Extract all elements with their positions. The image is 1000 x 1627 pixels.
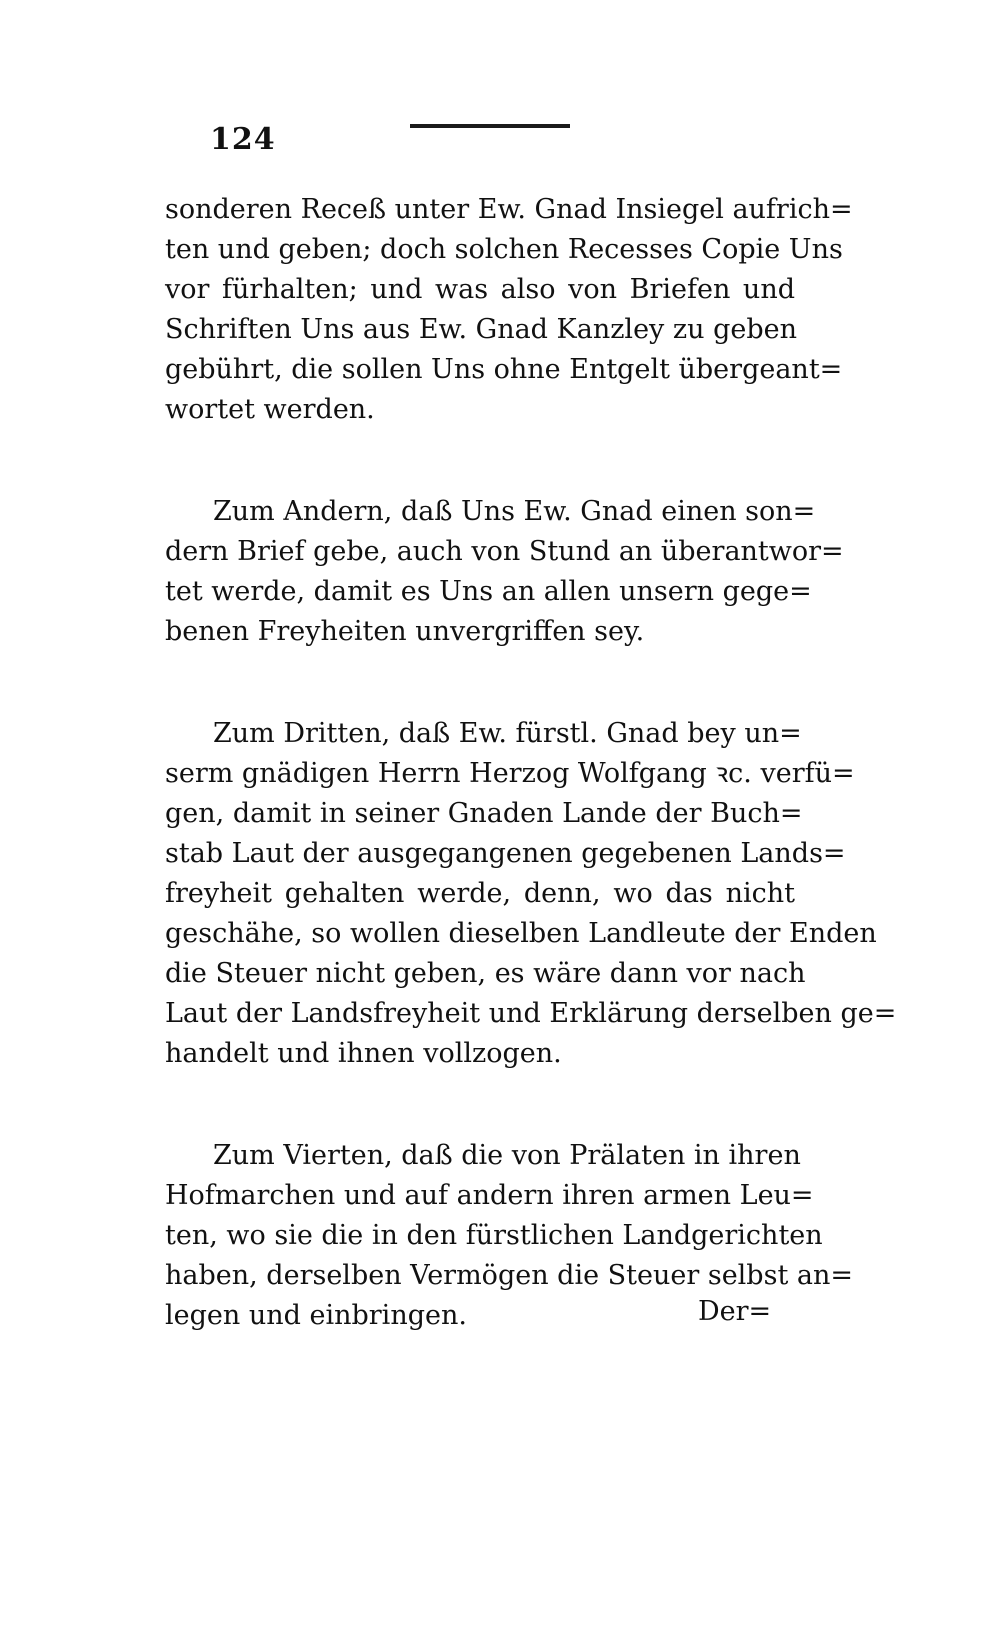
text-line: geschähe, so wollen dieselben Landleute der Enden [165, 918, 877, 949]
text-line: ten und geben; doch solchen Recesses Copie Uns [165, 234, 843, 265]
paragraph-3 [165, 714, 897, 1074]
text-line: vor fürhalten; und was also von Briefen und [165, 274, 795, 305]
text-line: Zum Dritten, daß Ew. fürstl. Gnad bey un= [213, 718, 802, 749]
text-line: haben, derselben Vermögen die Steuer selbst an= [165, 1260, 853, 1291]
text-line: Zum Andern, daß Uns Ew. Gnad einen son= [213, 496, 816, 527]
body-text [165, 190, 897, 1336]
text-line: die Steuer nicht geben, es wäre dann vor nach [165, 958, 806, 989]
text-line: dern Brief gebe, auch von Stund an überantwor= [165, 536, 844, 567]
paragraph-1 [165, 190, 853, 430]
page-number: 124 [210, 122, 276, 157]
text-line: gebührt, die sollen Uns ohne Entgelt übergeant= [165, 354, 843, 385]
text-line: Zum Vierten, daß die von Prälaten in ihren [213, 1140, 801, 1171]
text-line: wortet werden. [165, 394, 375, 425]
paragraph-gap [165, 1074, 795, 1136]
paragraph-2 [165, 492, 844, 652]
paragraph-gap [165, 430, 795, 492]
text-line: Laut der Landsfreyheit und Erklärung derselben ge= [165, 998, 897, 1029]
text-line: sonderen Receß unter Ew. Gnad Insiegel aufrich= [165, 194, 853, 225]
text-line: Schriften Uns aus Ew. Gnad Kanzley zu geben [165, 314, 797, 345]
paragraph-gap [165, 652, 795, 714]
text-line: Hofmarchen und auf andern ihren armen Leu= [165, 1180, 814, 1211]
text-line: serm gnädigen Herrn Herzog Wolfgang ꝛc. verfü= [165, 758, 855, 789]
text-line: stab Laut der ausgegangenen gegebenen Lands= [165, 838, 846, 869]
catchword: Der= [698, 1296, 772, 1327]
text-line: handelt und ihnen vollzogen. [165, 1038, 562, 1069]
text-line: freyheit gehalten werde, denn, wo das nicht [165, 878, 795, 909]
text-line: benen Freyheiten unvergriffen sey. [165, 616, 645, 647]
header-rule [410, 124, 570, 128]
text-line: tet werde, damit es Uns an allen unsern gege= [165, 576, 812, 607]
text-line: legen und einbringen. [165, 1300, 467, 1331]
text-line: gen, damit in seiner Gnaden Lande der Buch= [165, 798, 803, 829]
text-line: ten, wo sie die in den fürstlichen Landgerichten [165, 1220, 823, 1251]
